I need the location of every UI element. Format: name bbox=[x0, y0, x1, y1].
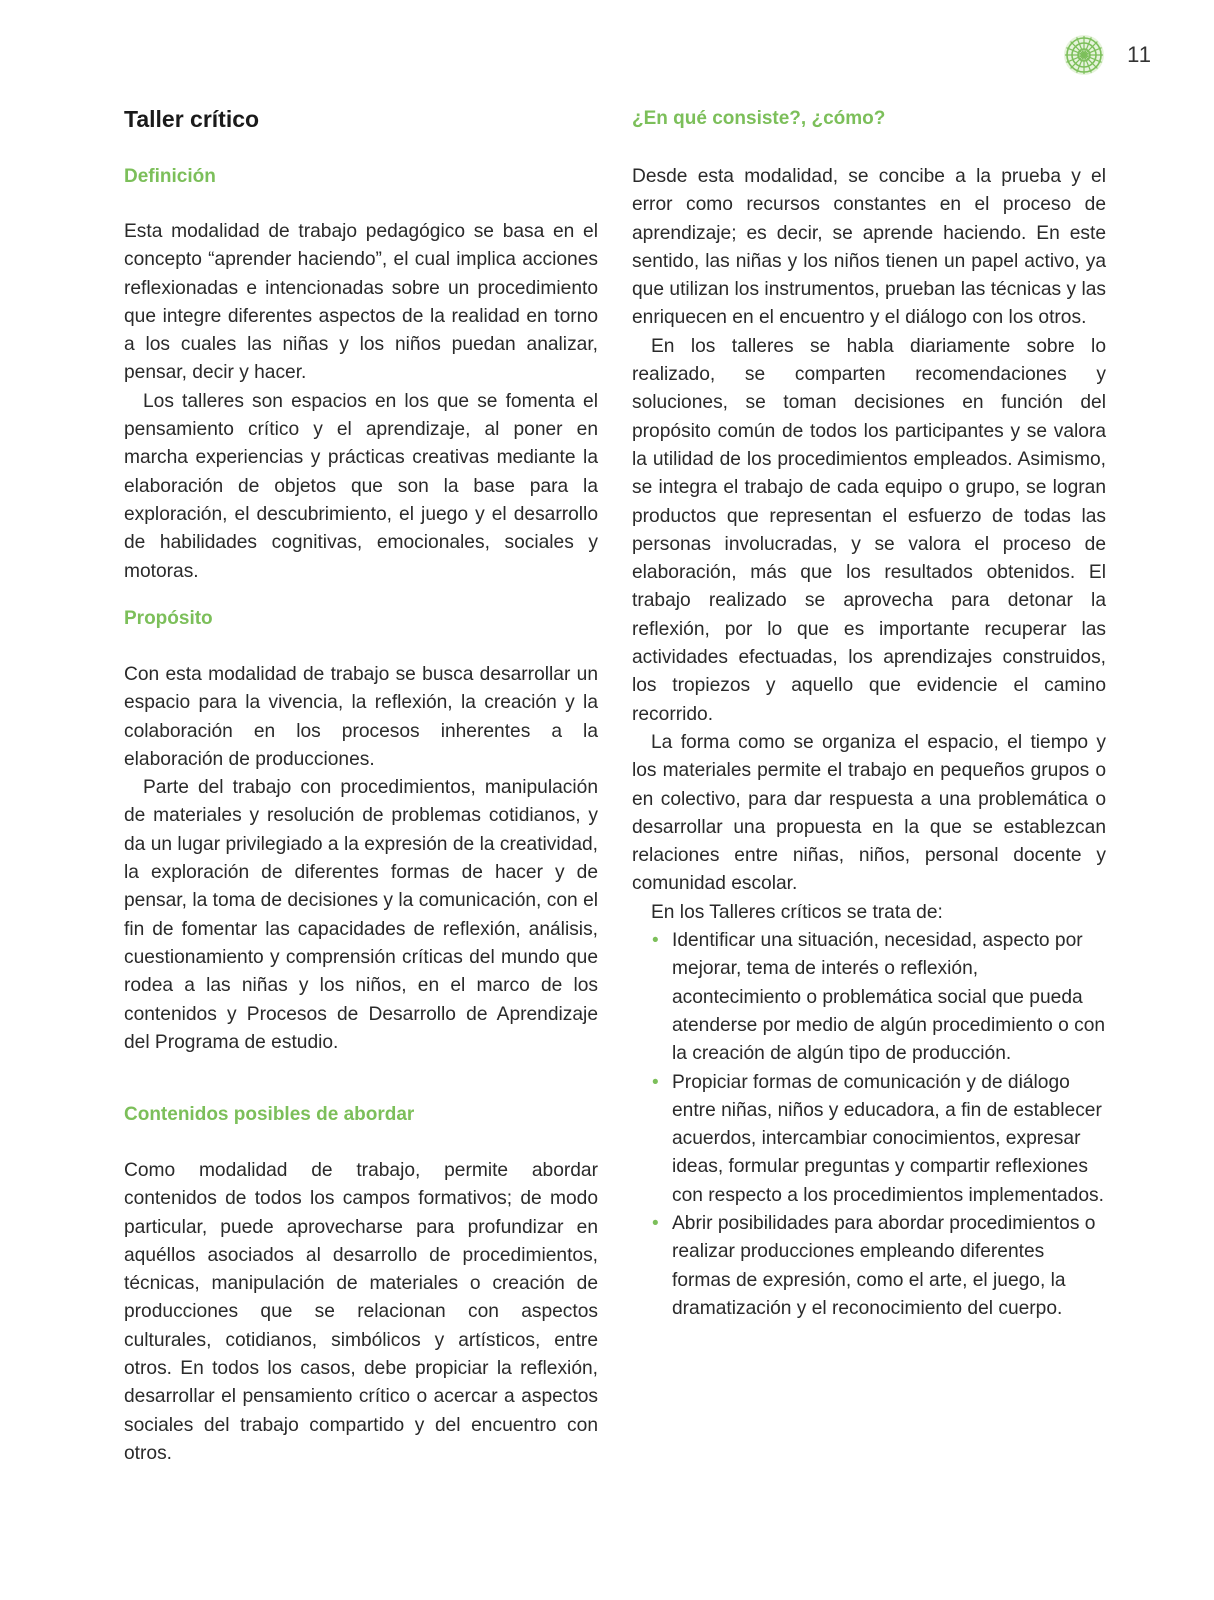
consiste-paragraph-4: En los Talleres críticos se trata de: bbox=[651, 901, 943, 923]
list-item: • Propiciar formas de comunicación y de diálogo entre niñas, niños y educadora, a fin de establecer acuerdos, intercambiar conocimientos, expresar ideas, formular preguntas y compartir reflexiones con respecto a los procedimientos implementados. bbox=[632, 1069, 1106, 1210]
contenidos-paragraph-1: Como modalidad de trabajo, permite abordar contenidos de todos los campos formativos; de modo particular, puede aprovecharse para profundizar en aquéllos asociados al desarrollo de procedimientos, técnicas, manipulación de materiales o creación de producciones que se relacionan con aspectos culturales, cotidianos, simbólicos y artísticos, entre otros. En todos los casos, debe propiciar la reflexión, desarrollar el pensamiento crítico o acercar a aspectos sociales del trabajo compartido y del encuentro con otros. bbox=[124, 1160, 598, 1464]
consiste-paragraph-2: En los talleres se habla diariamente sobre lo realizado, se comparten recomendaciones y soluciones, se toman decisiones en función del propósito común de todos los participantes y se valora la utilidad de los procedimientos empleados. Asimismo, se integra el trabajo de cada equipo o grupo, se logran productos que representan el esfuerzo de todas las personas involucradas, y se valora el proceso de elaboración, más que los resultados obtenidos. El trabajo realizado se aprovecha para detonar la reflexión, por lo que es importante recuperar las actividades efectuadas, los aprendizajes construidos, los tropiezos y aquello que evidencie el camino recorrido. bbox=[632, 335, 1106, 725]
proposito-paragraph-2: Parte del trabajo con procedimientos, manipulación de materiales y resolución de problemas cotidianos, y da un lugar privilegiado a la expresión de la creatividad, la exploración de diferentes formas de hacer y de pensar, la toma de decisiones y la comunicación, con el fin de fomentar las capacidades de reflexión, análisis, cuestionamiento y comprensión críticas del mundo que rodea a las niñas y los niños, en el marco de los contenidos y Procesos de Desarrollo de Aprendizaje del Programa de estudio. bbox=[124, 777, 598, 1053]
consiste-paragraph-1: Desde esta modalidad, se concibe a la prueba y el error como recursos constantes en el proceso de aprendizaje; es decir, se aprende haciendo. En este sentido, las niñas y los niños tienen un papel activo, ya que utilizan los instrumentos, prueban las técnicas y las enriquecen en el encuentro y el diálogo con los otros. bbox=[632, 166, 1106, 329]
section-heading-proposito: Propósito bbox=[124, 608, 213, 629]
page-title: Taller crítico bbox=[124, 106, 260, 132]
list-item: • Identificar una situación, necesidad, aspecto por mejorar, tema de interés o reflexión, acontecimiento o problemática social que pueda atenderse por medio de algún procedimiento o con la creación de algún tipo de producción. bbox=[632, 927, 1106, 1068]
proposito-paragraph-1: Con esta modalidad de trabajo se busca desarrollar un espacio para la vivencia, la reflexión, la creación y la colaboración en los procesos inherentes a la elaboración de producciones. bbox=[124, 664, 598, 770]
talleres-bullet-list bbox=[632, 927, 1106, 1323]
section-heading-definicion: Definición bbox=[124, 166, 216, 187]
section-heading-contenidos: Contenidos posibles de abordar bbox=[124, 1104, 415, 1125]
page-header bbox=[1063, 34, 1152, 76]
consiste-text bbox=[632, 163, 1106, 1323]
page-number: 11 bbox=[1127, 42, 1152, 67]
list-item: • Abrir posibilidades para abordar procedimientos o realizar producciones empleando diferentes formas de expresión, como el arte, el juego, la dramatización y el reconocimiento del cuerpo. bbox=[632, 1210, 1106, 1323]
definicion-text bbox=[124, 218, 598, 586]
contenidos-text bbox=[124, 1157, 598, 1468]
definicion-paragraph-2: Los talleres son espacios en los que se fomenta el pensamiento crítico y el aprendizaje, al poner en marcha experiencias y prácticas creativas mediante la elaboración de objetos que son la base para la exploración, el descubrimiento, el juego y el desarrollo de habilidades cognitivas, emocionales, sociales y motoras. bbox=[124, 390, 598, 582]
section-heading-consiste: ¿En qué consiste?, ¿cómo? bbox=[632, 108, 886, 129]
definicion-paragraph-1: Esta modalidad de trabajo pedagógico se basa en el concepto “aprender haciendo”, el cual implica acciones reflexionadas e intencionadas sobre un procedimiento que integre diferentes aspectos de la realidad en torno a los cuales las niñas y los niños puedan analizar, pensar, decir y hacer. bbox=[124, 221, 598, 384]
green-mandala-icon bbox=[1063, 34, 1105, 76]
proposito-text bbox=[124, 661, 598, 1057]
consiste-paragraph-3: La forma como se organiza el espacio, el tiempo y los materiales permite el trabajo en pequeños grupos o en colectivo, para dar respuesta a una problemática o desarrollar una propuesta en la que se establezcan relaciones entre niñas, niños, personal docente y comunidad escolar. bbox=[632, 731, 1106, 895]
